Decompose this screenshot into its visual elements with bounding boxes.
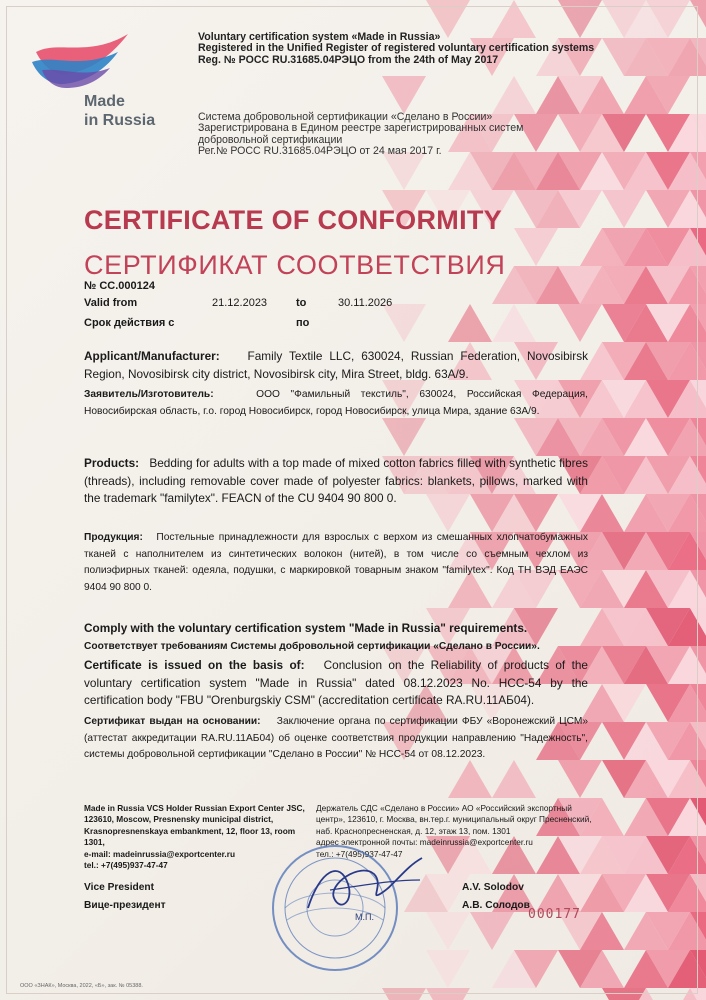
to-label-ru: по [296,317,310,329]
footer-en-email: e-mail: madeinrussia@exportcenter.ru [84,848,236,859]
products-ru [84,530,588,596]
made-in-russia-logo-icon [28,30,138,90]
products-en [84,455,588,508]
products-label-en: Products: [84,456,140,470]
stamp-mp-text: М.П. [355,912,374,922]
applicant-text-ru: ООО "Фамильный текстиль", 630024, Российская Федерация, Новосибирская область, г.о. город Новосибирск, город Новосибирск, улица Мира, здание 63А/9. [84,389,589,417]
to-label-en: to [296,297,307,309]
header-en-line2: Registered in the Unified Register of registered voluntary certification systems [198,42,595,55]
footer-en-holder: Made in Russia VCS Holder Russian Export Center JSC, [84,803,305,813]
products-label-ru: Продукция: [84,532,143,543]
handwritten-signature-icon [300,850,430,920]
serial-number: 000177 [528,907,581,922]
header-russian [198,112,523,158]
applicant-ru [84,387,588,420]
valid-from-label-ru: Срок действия с [84,317,175,329]
footer-en-address: 123610, Moscow, Presnensky municipal district, Krasnopresnenskaya embankment, 12, floor 13, room 1301, [84,814,296,848]
header-english [198,32,594,66]
applicant-label-ru: Заявитель/Изготовитель: [84,389,214,400]
title-russian: СЕРТИФИКАТ СООТВЕТСТВИЯ [84,250,506,280]
footer-ru-address: Держатель СДС «Сделано в России» АО «Российский экспортный центр», 123610, г. Москва, вн.тер.г. муниципальный округ Пресненский, наб. Краснопресненская, д. 12, этаж 13, пом. 1301 [316,803,592,836]
basis-label-ru: Сертификат выдан на основании: [84,716,261,727]
header-en-line1: Voluntary certification system «Made in Russia» [198,31,441,43]
valid-from-date: 21.12.2023 [212,297,268,309]
signer-name-ru: А.В. Солодов [462,900,530,911]
header-ru-line4: Рег.№ РОСС RU.31685.04РЭЦО от 24 мая 2017 г. [198,145,442,158]
basis-en [84,657,588,710]
header-ru-line1: Система добровольной сертификации «Сделано в России» [198,111,493,123]
logo-line2: in Russia [84,112,156,129]
signer-role-ru: Вице-президент [84,900,166,911]
signer-role-en: Vice President [84,882,155,893]
valid-to-date: 30.11.2026 [338,297,393,309]
basis-text-ru: Заключение органа по сертификации ФБУ «Воронежский ЦСМ» (аттестат аккредитации RA.RU.11АБ04) об оценке соответствия продукции направлению "Надежность", системы добровольной сертификации "Сделано в России" № НСС-54 от 08.12.2023. [84,716,588,761]
applicant-en [84,348,588,383]
header-ru-line2: Зарегистрирована в Едином реестре зарегистрированных систем [198,122,524,135]
applicant-text-en: Family Textile LLC, 630024, Russian Federation, Novosibirsk Region, Novosibirsk city district, Novosibirsk city, Mira Street, bldg. 63A/9. [84,349,588,381]
signer-name-en: A.V. Solodov [462,882,524,893]
products-text-ru: Постельные принадлежности для взрослых с верхом из смешанных хлопчатобумажных тканей с наполнителем из синтетических волокон (нитей), в том числе со съемным чехлом из полиэфирных тканей: одеяла, подушки, с маркировкой товарным знаком "familytex". Код ТН ВЭД ЕАЭС 9404 90 800 0. [84,532,588,593]
printer-imprint: ООО «ЗНАК», Москва, 2022, «Б», зак. № 05388. [20,983,143,989]
footer-en-tel: tel.: +7(495)937-47-47 [84,860,168,871]
basis-ru [84,714,588,764]
logo-text [84,92,155,130]
header-ru-line3: добровольной сертификации [198,133,343,146]
title-english: CERTIFICATE OF CONFORMITY [84,205,502,235]
logo-line1: Made [84,93,125,110]
comply-en: Comply with the voluntary certification system "Made in Russia" requirements. [84,621,528,635]
valid-from-label-en: Valid from [84,297,138,309]
comply-ru: Соответствует требованиям Системы добровольной сертификации «Сделано в России». [84,641,540,652]
products-text-en: Bedding for adults with a top made of mixed cotton fabrics filled with synthetic fibres (threads), including removable cover made of polyester fabrics: blankets, pillows, marked with the trademark "familytex". FEACN of the CU 9404 90 800 0. [84,456,588,506]
basis-text-en: Conclusion on the Reliability of products of the voluntary certification system "Made in Russia" dated 08.12.2023 No. HCC-54 by the certification body "FBU "Orenburgskiy CSM" (accreditation certificate RA.RU.11АБ04). [84,658,588,708]
header-en-line3: Reg. № РОСС RU.31685.04РЭЦО from the 24th of May 2017 [198,53,499,66]
basis-label-en: Certificate is issued on the basis of: [84,658,305,672]
footer-ru-email: адрес электронной почты: madeinrussia@exportcenter.ru [316,837,533,848]
certificate-number: № CC.000124 [84,280,155,292]
applicant-label-en: Applicant/Manufacturer: [84,349,220,363]
footer-ru-tel: тел.: +7(495)937-47-47 [316,848,403,859]
